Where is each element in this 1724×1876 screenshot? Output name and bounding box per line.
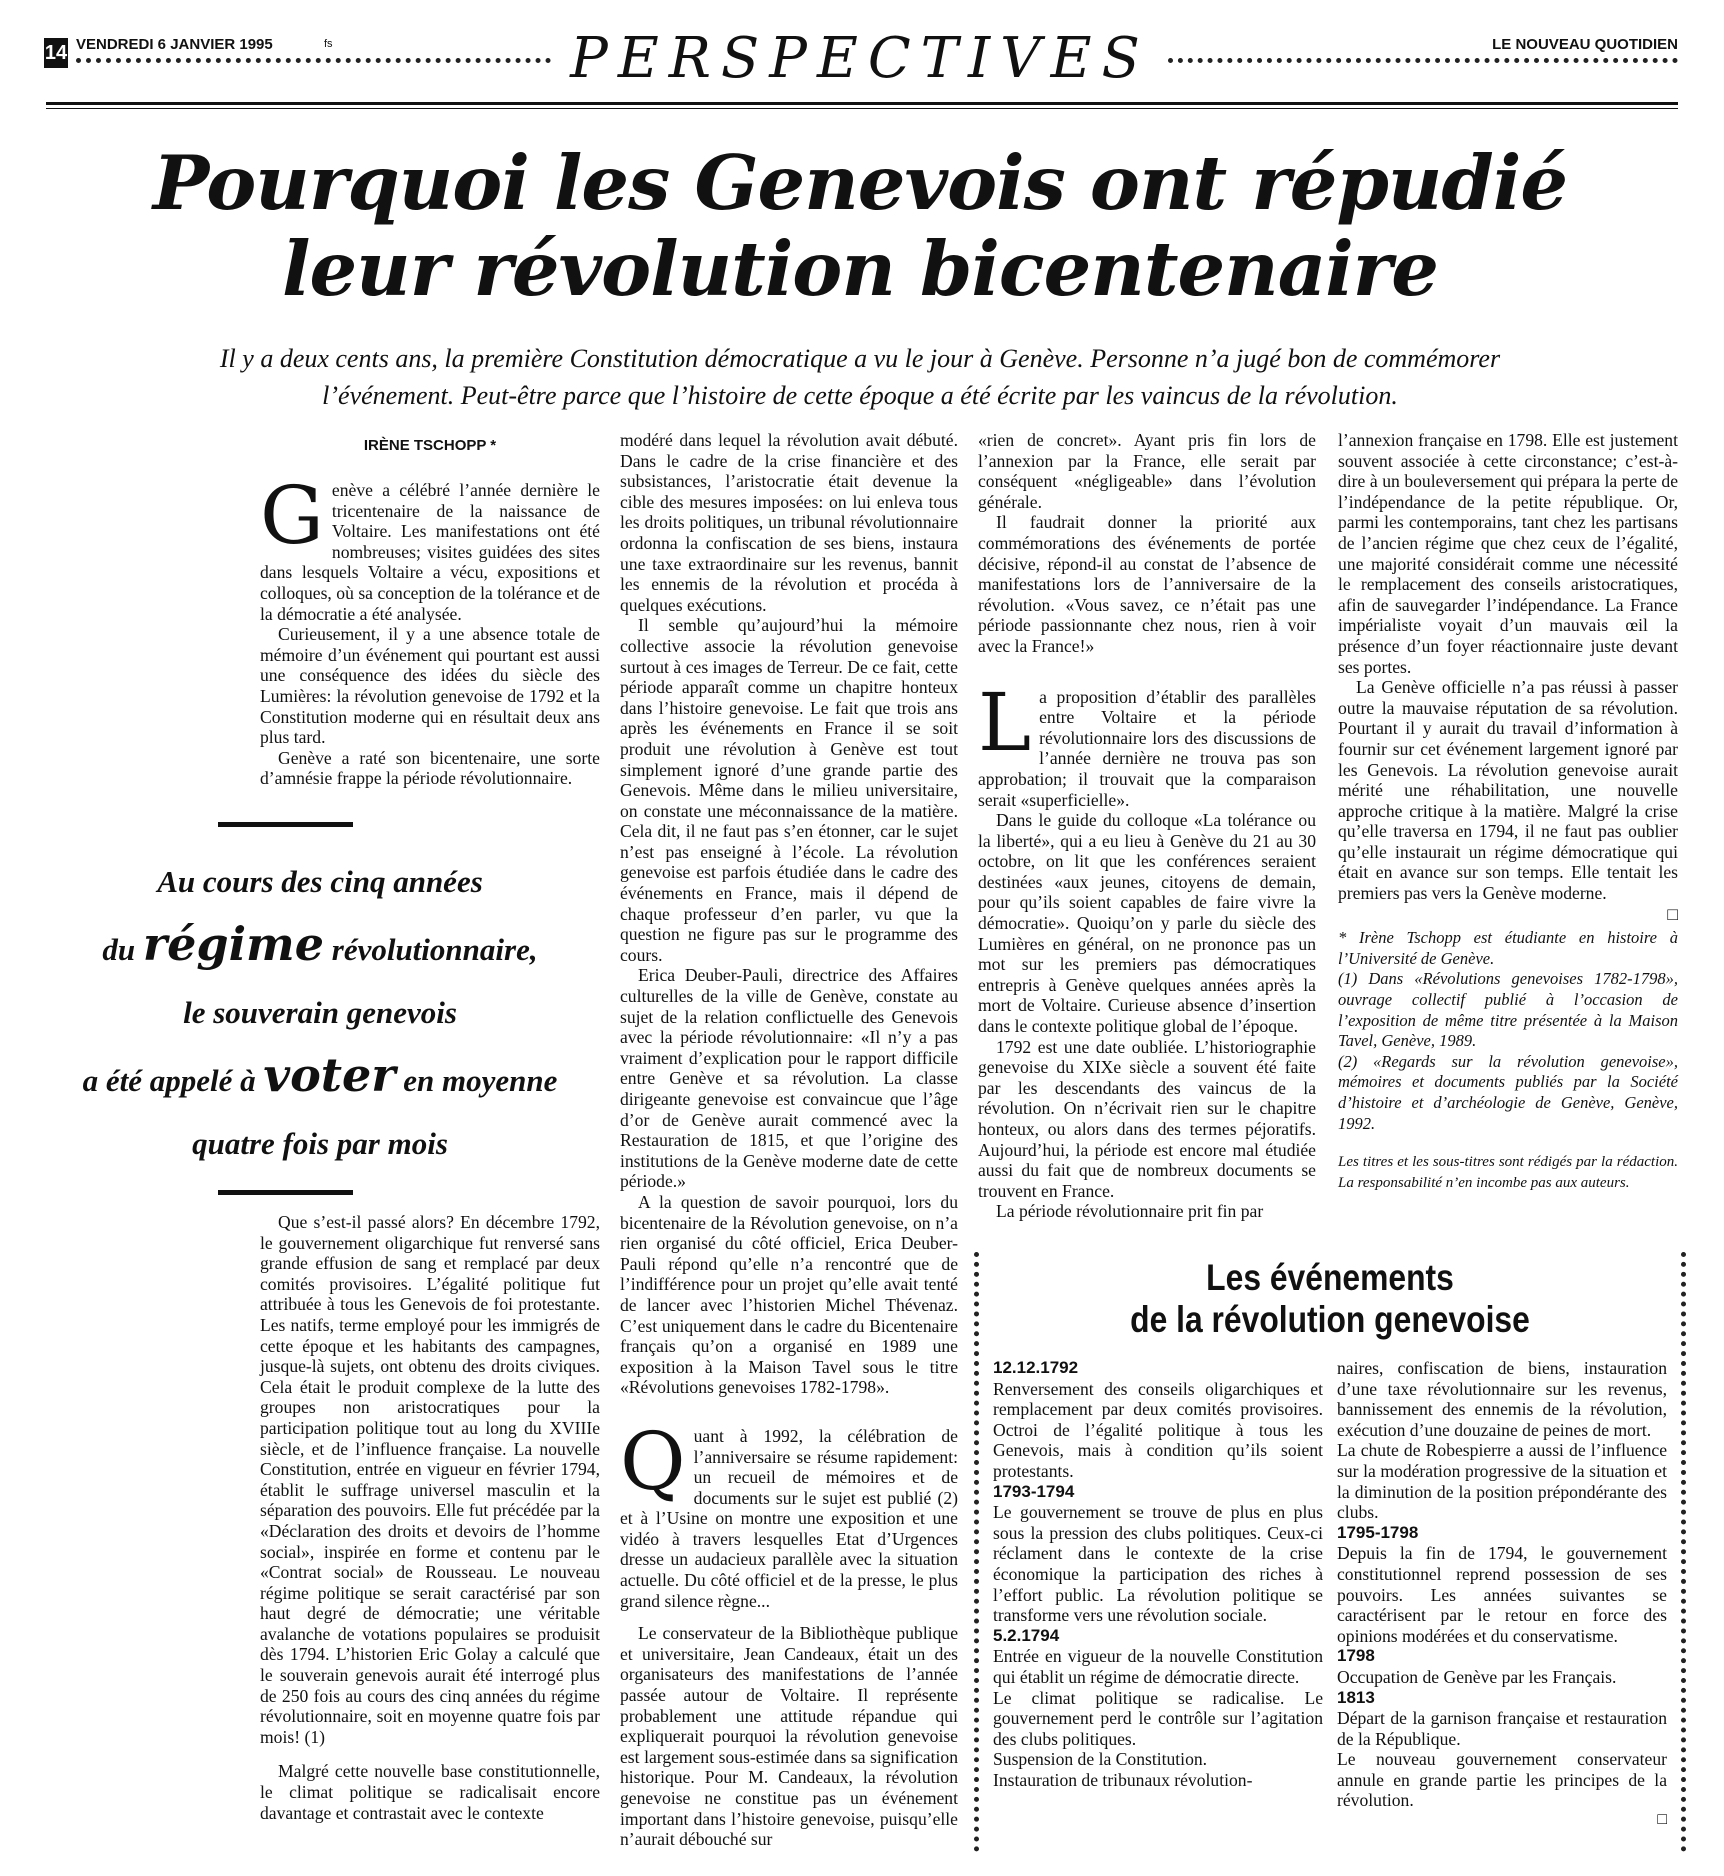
pullquote-emphasis: régime [142,917,324,971]
paragraph: La Genève officielle n’a pas réussi à passer outre la mauvaise réputation de sa révolution. Pourtant il y aurait du travail d’information à fournir sur cet événement largement ignoré par les Genevois. La révolution genevoise aurait mérité une réhabilitation, une nouvelle approche critique à la matière. Malgré la crise qu’elle traversa en 1794, il ne faut pas oublier qu’elle instaurait un régime démocratique qui était en avance sur son temps. Elle tentait les premiers pas vers la Genève moderne. [1338,677,1678,904]
header-dots-left [76,58,551,63]
footnotes [1338,928,1678,1193]
column-1-top [260,469,600,789]
pullquote [40,850,600,1175]
event-date: 12.12.1792 [993,1358,1079,1377]
pullquote-rule-bottom [218,1190,353,1195]
event-text: Le climat politique se radicalise. Le gouvernement perd le contrôle sur l’agitation des clubs politiques. [993,1687,1323,1749]
column-2 [620,430,958,1850]
event-text: naires, confiscation de biens, instauration d’une taxe révolutionnaire sur les revenus, bannissement des ennemis de la révolution, exécution d’une douzaine de peines de mort. [1337,1358,1667,1440]
paragraph: 1792 est une date oubliée. L’historiographie genevoise du XIXe siècle a souvent été faite par les descendants des vaincus de la révolution. On n’écrivait rien sur le chapitre honteux, ou alors dans des termes péjoratifs. Aujourd’hui, la période est encore mal étudiée aussi du fait que de nombreux documents se trouvent en France. [978,1036,1316,1201]
pullquote-rule-top [218,822,353,827]
headline-line-2: leur révolution bicentenaire [281,225,1439,313]
standfirst [40,340,1680,414]
events-col-left [993,1358,1323,1790]
drop-cap-q: Q [620,1414,686,1508]
paragraph: Dans le guide du colloque «La tolérance ou la liberté», qui a eu lieu à Genève du 21 au 30 octobre, on lit que les conférences seraient destinées «aux jeunes, citoyens de demain, pour qu’ils soient capables de faire vivre la démocratie». Quoiqu’on y parle du siècle des Lumières en général, on ne prononce pas un mot sur les premiers pas démocratiques entrepris à Genève quelques années après la mort de Voltaire. Curieuse absence d’insertion dans le contexte politique global de l’époque. [978,810,1316,1037]
paragraph: Curieusement, il y a une absence totale de mémoire d’un événement qui pourtant est aussi une conséquence des idées du siècle des Lumières: la révolution genevoise de 1792 et la Constitution moderne qui en résultait deux ans plus tard. [260,624,600,748]
paragraph: Erica Deuber-Pauli, directrice des Affaires culturelles de la ville de Genève, constate au sujet de la relation conflictuelle des Genevois avec la période révolutionnaire: «Il n’y a pas vraiment d’explication pour le rapport difficile entre Genève et sa révolution. La classe dirigeante genevoise est convaincue que l’âge d’or de Genève aurait commencé avec la Restauration de 1815, et que l’origine des institutions de la Genève moderne date de cette période.» [620,965,958,1192]
paragraph: Que s’est-il passé alors? En décembre 1792, le gouvernement oligarchique fut renversé sans grande effusion de sang et remplacé par deux comités provisoires. L’égalité politique fut attribuée à tous les Genevois de foi protestante. Les natifs, terme employé pour les immigrés de cette époque et les habitants des campagnes, jusque-là sujets, ont obtenu des droits civiques. Cela était le produit complexe de la lutte des groupes non aristocratiques pour la participation politique tout au long du XVIIIe siècle, et de l’influence française. La nouvelle Constitution, entrée en vigueur en février 1794, établit le suffrage universel masculin et la séparation des pouvoirs. Elle fut précédée par la «Déclaration des droits et devoirs de l’homme social», inspirée en forme et contenu par le «Contrat social» de Rousseau. Le nouveau régime politique se serait caractérisé par son haut degré de démocratie; une véritable avalanche de votations populaires se produisit dès 1794. L’historien Eric Golay a calculé que le souverain genevois aurait été interrogé plus de 250 fois au cours des cinq années du régime révolutionnaire, soit en moyenne quatre fois par mois! (1) [260,1212,600,1747]
paragraph: Le conservateur de la Bibliothèque publique et universitaire, Jean Candeaux, était un des organisateurs des manifestations de l’année passée autour de Voltaire. Il représente probablement une attitude répandue qui expliquerait pourquoi la révolution genevoise est largement sous-estimée dans sa signification historique. Pour M. Candeaux, la révolution genevoise ne constitue pas un événement important dans l’histoire genevoise, puisqu’elle n’aurait débouché sur [620,1623,958,1850]
events-box-title: Les événements de la révolution genevoise [1130,1257,1530,1340]
paragraph: A la question de savoir pourquoi, lors du bicentenaire de la Révolution genevoise, on n’a rien organisé du côté officiel, Erica Deuber-Pauli répond qu’elle n’a rencontré que de l’indifférence pour un projet qu’elle avait tenté de lancer avec l’historien Michel Thévenaz. C’est uniquement dans le cadre du Bicentenaire français qu’on a organisé en 1989 une exposition à la Maison Tavel sous le titre «Révolutions genevoises 1782-1798». [620,1191,958,1398]
paragraph: Genève a raté son bicentenaire, une sorte d’amnésie frappe la période révolutionnaire. [260,747,600,789]
pullquote-line-1: Au cours des cinq années [157,864,483,899]
headline-line-1: Pourquoi les Genevois ont répudié [152,139,1568,227]
standfirst-line-1: Il y a deux cents ans, la première Constitution démocratique a vu le jour à Genève. Personne n’a jugé bon de commémorer [219,344,1501,373]
paragraph: a proposition d’établir des parallèles entre Voltaire et la période révolutionnaire lors des discussions de l’année dernière ne trouva pas son approbation; il trouvait que la comparaison serait «superficielle». [978,686,1316,810]
event-text: Le gouvernement se trouve de plus en plus sous la pression des clubs politiques. Ceux-ci réclament dans le contexte de la crise économique la participation des riches à l’effort public. La révolution politique se transforme vers une révolution sociale. [993,1502,1323,1626]
pullquote-line-4: a été appelé à voter en moyenne [82,1048,558,1102]
byline: IRÈNE TSCHOPP * [363,437,497,454]
pullquote-emphasis: voter [263,1048,396,1102]
event-text: Suspension de la Constitution. [993,1749,1208,1770]
issue-date: VENDREDI 6 JANVIER 1995 [76,36,273,53]
pullquote-line-5: quatre fois par mois [192,1126,448,1161]
standfirst-line-2: l’événement. Peut-être parce que l’histoire de cette époque a été écrite par les vaincus de la révolution. [322,381,1398,410]
end-mark: □ [1657,1811,1667,1829]
headline [40,140,1680,312]
event-text: Renversement des conseils oligarchiques et remplacement par deux comités provisoires. Octroi de l’égalité politique à tous les Genevois, mais à condition qu’ils soient protestants. [993,1378,1323,1481]
pullquote-line-3: le souverain genevois [183,995,457,1030]
drop-cap-g: G [260,469,324,562]
paragraph: modéré dans lequel la révolution avait débuté. Dans le cadre de la crise financière et des subsistances, l’aristocratie était devenue la cible des mesures imposées: on lui enleva tous les droits politiques, un tribunal révolutionnaire ordonna la confiscation de ses biens, instaura une taxe extraordinaire sur les revenus, bannit les ennemis de la révolution et procéda à quelques exécutions. [620,430,958,615]
paragraph: «rien de concret». Ayant pris fin lors de l’annexion par la France, elle serait par conséquent «négligeable» dans l’évolution générale. [978,430,1316,512]
drop-cap-l: L [978,675,1032,769]
event-text: Instauration de tribunaux révolution- [993,1769,1253,1790]
event-date: 1795-1798 [1337,1522,1419,1542]
paragraph: La période révolutionnaire prit fin par [996,1201,1264,1222]
paragraph: uant à 1992, la célébration de l’anniversaire se résume rapidement: un recueil de mémoires et de documents sur le sujet est publié (2) et à l’Usine on montre une exposition et une vidéo à travers lesquelles Etat d’Urgences dresse un audacieux parallèle avec la situation actuelle. Du côté officiel et de la presse, le plus grand silence règne... [620,1425,958,1611]
header-mark: fs [324,38,333,50]
event-text: La chute de Robespierre a aussi de l’influence sur la modération progressive de la situation et la diminution de la position prépondérante des clubs. [1337,1440,1667,1523]
column-3 [978,430,1316,1222]
event-text: Entrée en vigueur de la nouvelle Constitution qui établit un régime de démocratie directe. [993,1646,1323,1687]
events-box [974,1252,1686,1852]
end-mark: □ [1667,903,1678,924]
newspaper-name: LE NOUVEAU QUOTIDIEN [1492,36,1678,53]
event-date: 5.2.1794 [993,1625,1060,1645]
column-1-bottom [260,1212,600,1823]
column-4 [1338,430,1678,1193]
header-rule [46,102,1678,109]
footnote: (2) «Regards sur la révolution genevoise», mémoires et documents publiés par la Société d’histoire et d’archéologie de Genève, Genève, 1992. [1338,1051,1678,1133]
paragraph: enève a célébré l’année dernière le tricentenaire de la naissance de Voltaire. Les manifestations ont été nombreuses; visites guidées des sites dans lesquels Voltaire a vécu, expositions et colloques, où sa conception de la tolérance et de la démocratie a été analysée. [260,480,600,624]
header-dots-right [1168,58,1678,63]
event-text: Occupation de Genève par les Français. [1337,1666,1617,1687]
editorial-disclaimer: Les titres et les sous-titres sont rédigés par la rédaction. La responsabilité n’en incombe pas aux auteurs. [1338,1154,1678,1191]
paragraph: Il semble qu’aujourd’hui la mémoire collective associe la révolution genevoise surtout à ces images de Terreur. De ce fait, cette période apparaît comme un chapitre honteux dans l’histoire genevoise. Le fait que trois ans après les événements en France il se soit produit une révolution à Genève est tout simplement ignoré d’une grande partie des Genevois. Même dans le milieu universitaire, on constate une méconnaissance de la matière. Cela dit, il ne faut pas s’en étonner, car le sujet n’est pas enseigné à l’école. La révolution genevoise est parfois étudiée dans le cadre des événements en France, mais il dépend de chaque professeur d’en parler, vu que la question ne figure pas sur le programme des cours. [620,615,958,965]
footnote: (1) Dans «Révolutions genevoises 1782-1798», ouvrage collectif publié à l’occasion de l’exposition de même titre présentée à la Maison Tavel, Genève, 1989. [1338,969,1678,1051]
paragraph: Malgré cette nouvelle base constitutionnelle, le climat politique se radicalisait encore davantage et contrastait avec le contexte [260,1761,600,1823]
paragraph: l’annexion française en 1798. Elle est justement souvent associée à cette circonstance; c’est-à-dire à un bouleversement qui prépara la perte de l’indépendance de la petite république. Or, parmi les contemporains, tant chez les partisans de l’ancien régime que chez ceux de l’égalité, une majorité considérait comme une nécessité le remplacement des conseils aristocratiques, afin de sauvegarder l’indépendance. La France impérialiste voyait d’un mauvais œil la présence d’un foyer réactionnaire juste devant ses portes. [1338,430,1678,677]
page-number-badge: 14 [44,38,68,68]
event-text: Le nouveau gouvernement conservateur annule en grande partie les principes de la révolution. [1337,1749,1667,1811]
events-col-right [1337,1358,1667,1829]
event-text: Depuis la fin de 1794, le gouvernement constitutionnel reprend possession de ses pouvoirs. Les années suivantes se caractérisent par le retour en force des opinions modérées et du conservatisme. [1337,1543,1667,1646]
paragraph: Il faudrait donner la priorité aux commémorations des événements de portée décisive, répond-il au constat de l’absence de manifestations lors de l’anniversaire de la révolution. «Vous savez, ce n’était pas une période passionnante chez nous, rien à voir avec la France!» [978,512,1316,656]
event-date: 1798 [1337,1646,1375,1666]
pullquote-line-2: du régime révolutionnaire, [102,917,538,971]
footnote: * Irène Tschopp est étudiante en histoire à l’Université de Genève. [1338,928,1678,968]
event-date: 1793-1794 [993,1481,1075,1501]
event-date: 1813 [1337,1687,1375,1707]
section-title: PERSPECTIVES [570,26,1150,91]
event-text: Départ de la garnison française et restauration de la République. [1337,1708,1667,1749]
